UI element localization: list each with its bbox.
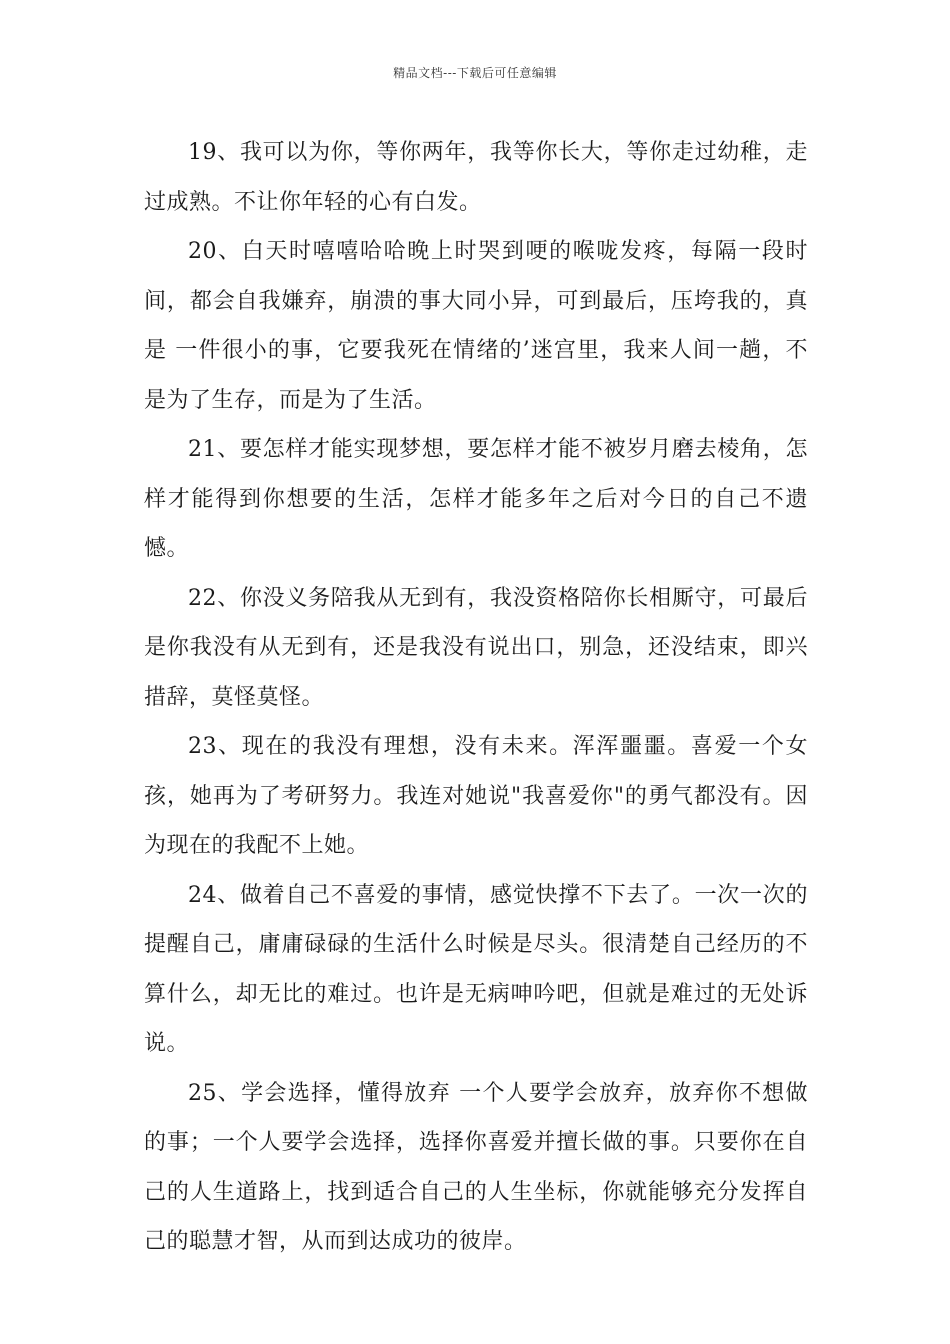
- paragraph-22: 22、你没义务陪我从无到有，我没资格陪你长相厮守，可最后是你我没有从无到有，还是我没有说出口，别急，还没结束，即兴措辞，莫怪莫怪。: [144, 585, 808, 710]
- paragraph-24: 24、做着自己不喜爱的事情，感觉快撑不下去了。一次一次的提醒自己，庸庸碌碌的生活什么时候是尽头。很清楚自己经历的不算什么，却无比的难过。也许是无病呻吟吧，但就是难过的无处诉说。: [144, 882, 808, 1056]
- paragraph-21: 21、要怎样才能实现梦想，要怎样才能不被岁月磨去棱角，怎样才能得到你想要的生活，怎样才能多年之后对今日的自己不遗憾。: [144, 437, 808, 561]
- paragraph-19: 19、我可以为你，等你两年，我等你长大，等你走过幼稚，走过成熟。不让你年轻的心有白发。: [144, 140, 808, 215]
- paragraph-25: 25、学会选择，懂得放弃 一个人要学会放弃，放弃你不想做的事；一个人要学会选择，选择你喜爱并擅长做的事。只要你在自己的人生道路上，找到适合自己的人生坐标，你就能够充分发挥自己的聪慧才智，从而到达成功的彼岸。: [144, 1080, 808, 1254]
- paragraph-23: 23、现在的我没有理想，没有未来。浑浑噩噩。喜爱一个女孩，她再为了考研努力。我连对她说"我喜爱你"的勇气都没有。因为现在的我配不上她。: [144, 734, 808, 858]
- paragraph-20: 20、白天时嘻嘻哈哈晚上时哭到哽的喉咙发疼，每隔一段时间，都会自我嫌弃，崩溃的事大同小异，可到最后，压垮我的，真是 一件很小的事，它要我死在情绪的’迷宫里，我来人间一趟，不是为了生存，而是为了生活。: [144, 239, 808, 413]
- page-header: 精品文档---下载后可任意编辑: [393, 66, 557, 80]
- document-body: [144, 128, 808, 1267]
